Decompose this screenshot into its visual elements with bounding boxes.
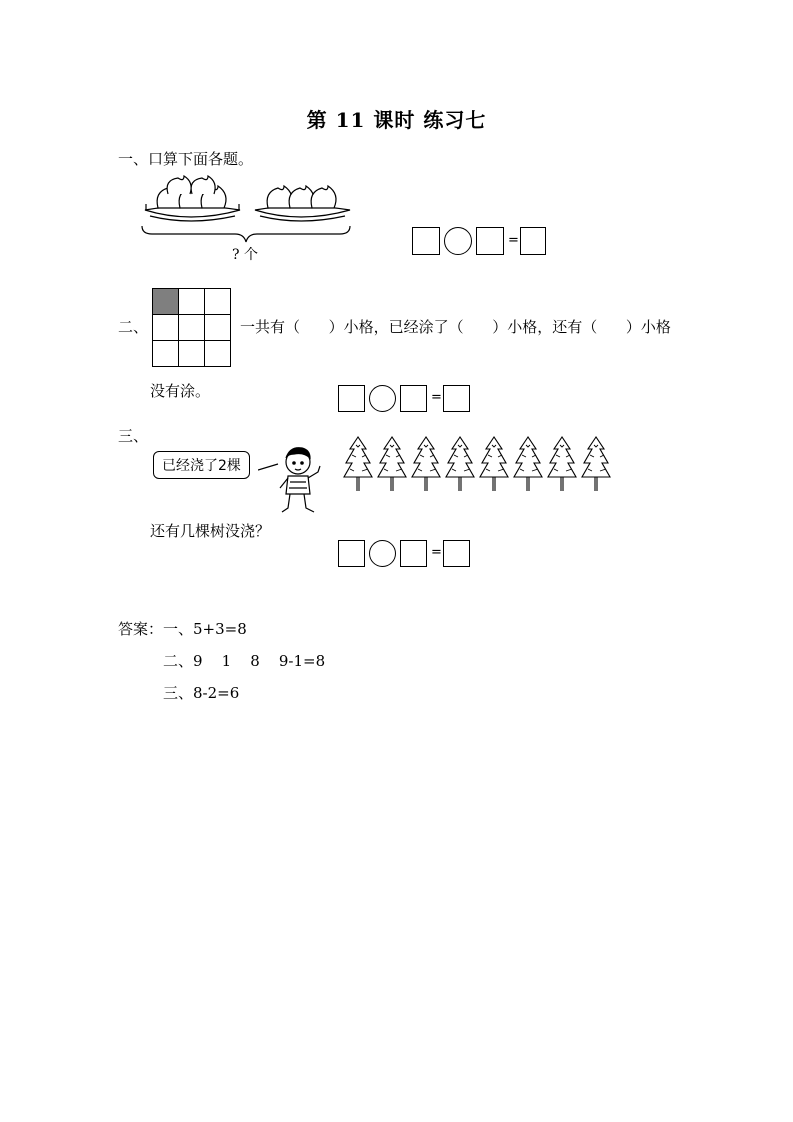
answer-box-result[interactable]: [520, 227, 546, 255]
operator-circle[interactable]: [444, 227, 472, 255]
tree-icon: [344, 437, 372, 491]
answer-box-2[interactable]: [476, 227, 504, 255]
grid-cell: [205, 315, 231, 341]
question-2-text-continued: 没有涂。: [150, 382, 211, 400]
answer-box-2[interactable]: [400, 385, 427, 412]
grid-cell: [153, 341, 179, 367]
grid-cell: [179, 315, 205, 341]
question-3-label: 三、: [118, 427, 149, 445]
equals-sign: =: [431, 390, 442, 405]
answer-box-1[interactable]: [338, 540, 365, 567]
brace-label: ? 个: [232, 247, 258, 263]
tree-icon: [480, 437, 508, 491]
grid-cell: [205, 341, 231, 367]
boy-illustration: [258, 442, 324, 516]
equals-sign: =: [508, 233, 519, 248]
operator-circle[interactable]: [369, 385, 396, 412]
speech-bubble: 已经浇了2棵: [153, 451, 250, 479]
answer-box-1[interactable]: [412, 227, 440, 255]
answer-box-result[interactable]: [443, 540, 470, 567]
tree-icon: [412, 437, 440, 491]
tree-icon: [378, 437, 406, 491]
equals-sign: =: [431, 545, 442, 560]
right-plate: [255, 186, 350, 221]
answer-line-3: 三、8-2=6: [163, 684, 240, 702]
brace: [142, 226, 350, 242]
answer-box-2[interactable]: [400, 540, 427, 567]
grid-cell: [205, 289, 231, 315]
question-2-label: 二、: [118, 318, 149, 336]
left-plate: [145, 176, 240, 221]
grid-cell-shaded: [153, 289, 179, 315]
grid-cell: [179, 341, 205, 367]
tree-icon: [582, 437, 610, 491]
tree-icon: [548, 437, 576, 491]
tree-icon: [514, 437, 542, 491]
question-1-label: 一、口算下面各题。: [118, 150, 254, 168]
operator-circle[interactable]: [369, 540, 396, 567]
grid-cell: [153, 315, 179, 341]
answer-line-2: 二、9 1 8 9-1=8: [163, 652, 326, 670]
page-title: 第 11 课时 练习七: [306, 108, 487, 132]
grid-3x3: [152, 288, 231, 367]
question-3-text: 还有几棵树没浇？: [150, 522, 271, 540]
answer-box-result[interactable]: [443, 385, 470, 412]
answer-box-1[interactable]: [338, 385, 365, 412]
question-2-text: 一共有（ ）小格，已经涂了（ ）小格，还有（ ）小格: [240, 318, 671, 336]
tree-icon: [446, 437, 474, 491]
answer-line-1: 答案：一、5+3=8: [118, 620, 247, 638]
trees-row: [342, 435, 617, 495]
grid-cell: [179, 289, 205, 315]
